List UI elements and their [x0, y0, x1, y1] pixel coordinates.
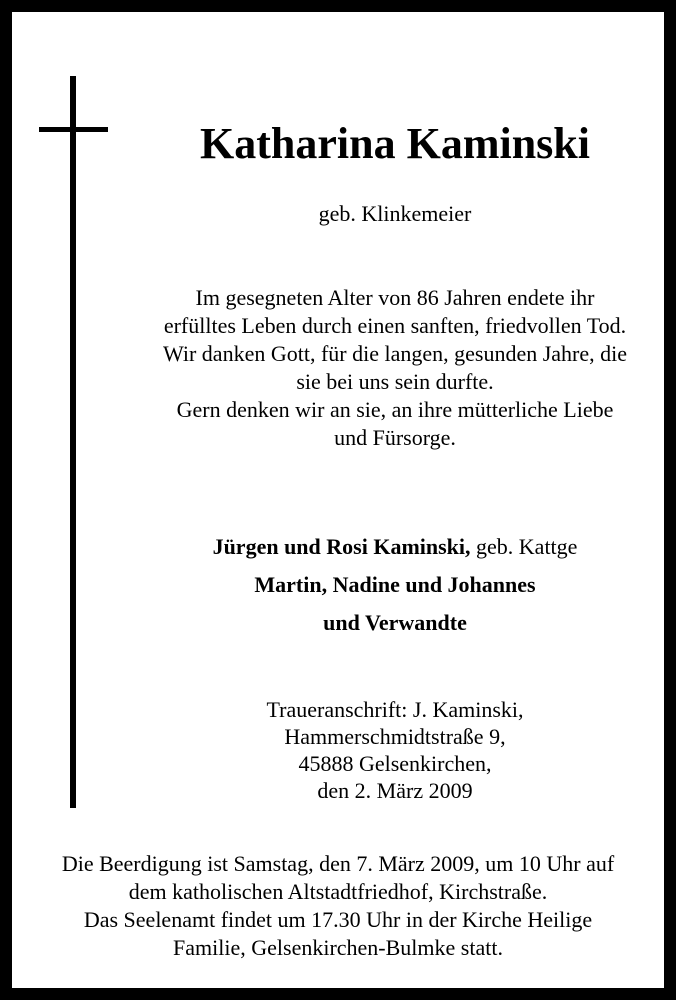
address-line: Traueranschrift: J. Kaminski,: [266, 697, 524, 722]
deceased-name: Katharina Kaminski: [200, 119, 590, 168]
message-text: [110, 284, 676, 452]
funeral-info: [12, 850, 664, 962]
birth-name: geb. Klinkemeier: [318, 201, 472, 226]
mourner-line: [110, 528, 676, 566]
funeral-line: Das Seelenamt findet um 17.30 Uhr in der Kirche Heilige: [83, 907, 593, 932]
message-line: Gern denken wir an sie, an ihre mütterliche Liebe: [176, 397, 614, 422]
funeral-line: dem katholischen Altstadtfriedhof, Kirchstraße.: [128, 879, 548, 904]
cross-vertical-bar: [70, 76, 76, 808]
mourner-names: Jürgen und Rosi Kaminski,: [212, 534, 471, 559]
cross-horizontal-bar: [39, 127, 108, 132]
funeral-line: Die Beerdigung ist Samstag, den 7. März 2009, um 10 Uhr auf: [61, 851, 615, 876]
mourner-line: Martin, Nadine und Johannes: [254, 572, 536, 597]
mourners-list: [110, 528, 676, 642]
message-line: und Fürsorge.: [334, 425, 456, 450]
address-date: den 2. März 2009: [317, 778, 473, 803]
mourning-address: [110, 696, 676, 804]
message-line: Im gesegneten Alter von 86 Jahren endete ihr: [195, 285, 595, 310]
message-line: Wir danken Gott, für die langen, gesunden Jahre, die: [162, 341, 628, 366]
message-line: sie bei uns sein durfte.: [296, 369, 494, 394]
mourner-line: und Verwandte: [323, 610, 467, 635]
address-line: 45888 Gelsenkirchen,: [298, 751, 492, 776]
address-line: Hammerschmidtstraße 9,: [284, 724, 506, 749]
funeral-line: Familie, Gelsenkirchen-Bulmke statt.: [173, 935, 503, 960]
message-line: erfülltes Leben durch einen sanften, friedvollen Tod.: [163, 313, 627, 338]
mourner-maiden-name: geb. Kattge: [476, 534, 578, 559]
